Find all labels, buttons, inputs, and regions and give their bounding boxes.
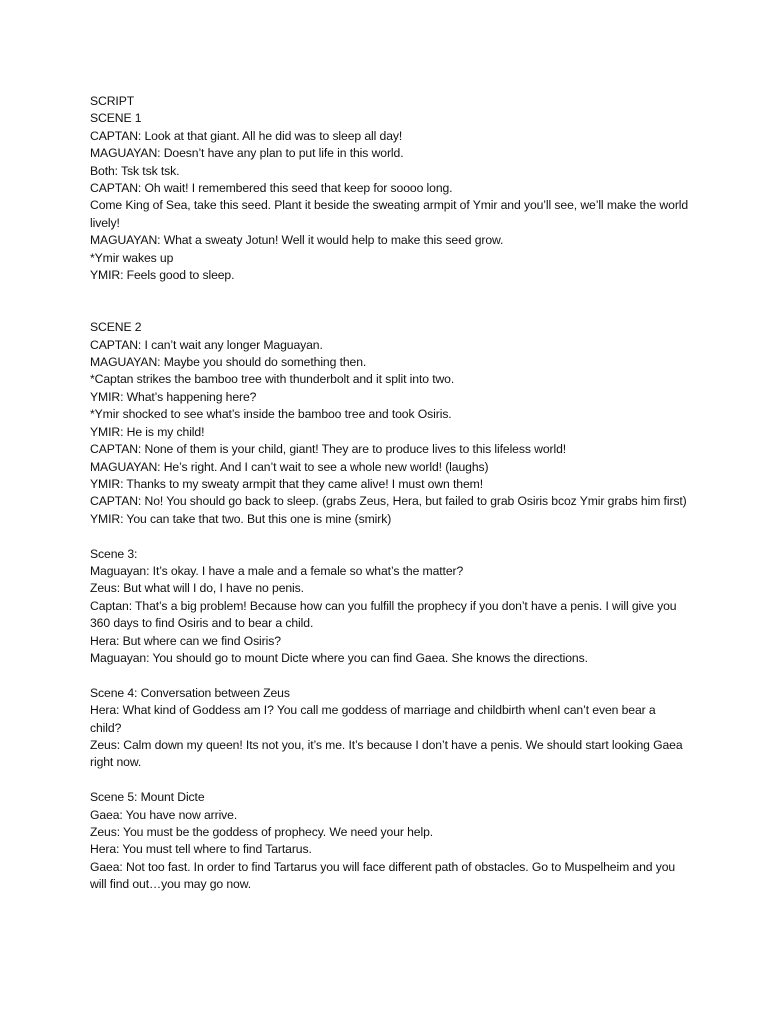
script-line: Captan: That’s a big problem! Because how can you fulfill the prophecy if you don’t have a penis. I will give you 360 days to find Osiris and to bear a child. xyxy=(90,598,677,631)
script-line: Both: Tsk tsk tsk. xyxy=(90,163,180,178)
script-line: CAPTAN: No! You should go back to sleep. (grabs Zeus, Hera, but failed to grab Osiris bcoz Ymir grabs him first) xyxy=(90,494,687,509)
script-line: Maguayan: It’s okay. I have a male and a female so what’s the matter? xyxy=(90,563,464,578)
script-line: MAGUAYAN: He’s right. And I can’t wait to see a whole new world! (laughs) xyxy=(90,459,489,474)
script-line: MAGUAYAN: Doesn’t have any plan to put life in this world. xyxy=(90,146,404,161)
script-line: Maguayan: You should go to mount Dicte where you can find Gaea. She knows the directions. xyxy=(90,650,588,665)
script-line: YMIR: Feels good to sleep. xyxy=(90,268,235,283)
script-line: Come King of Sea, take this seed. Plant it beside the sweating armpit of Ymir and you’ll see, we’ll make the world lively! xyxy=(90,198,689,230)
script-line: MAGUAYAN: Maybe you should do something then. xyxy=(90,355,367,370)
script-line: CAPTAN: Oh wait! I remembered this seed that keep for soooo long. xyxy=(90,181,453,196)
script-line: YMIR: Thanks to my sweaty armpit that they came alive! I must own them! xyxy=(90,476,483,491)
scene-heading: Scene 4: Conversation between Zeus xyxy=(90,685,290,700)
scene-3 xyxy=(90,546,690,668)
script-line: Zeus: Calm down my queen! Its not you, it’s me. It’s because I don’t have a penis. We should start looking Gaea right now. xyxy=(90,737,683,770)
script-line: MAGUAYAN: What a sweaty Jotun! Well it would help to make this seed grow. xyxy=(90,233,504,248)
script-line: Zeus: But what will I do, I have no penis. xyxy=(90,581,304,596)
script-line: YMIR: You can take that two. But this one is mine (smirk) xyxy=(90,511,392,526)
script-line: Hera: What kind of Goddess am I? You call me goddess of marriage and childbirth whenI can’t even bear a child? xyxy=(90,703,656,735)
scene-heading: Scene 5: Mount Dicte xyxy=(90,790,205,805)
scene-1 xyxy=(90,110,690,284)
blank-gap xyxy=(90,284,690,319)
script-line: CAPTAN: None of them is your child, giant! They are to produce lives to this lifeless world! xyxy=(90,442,567,457)
script-text xyxy=(90,93,690,894)
scene-5 xyxy=(90,789,690,893)
script-line: YMIR: What’s happening here? xyxy=(90,389,257,404)
script-line: CAPTAN: I can’t wait any longer Maguayan. xyxy=(90,337,323,352)
script-line: *Ymir shocked to see what’s inside the bamboo tree and took Osiris. xyxy=(90,407,452,422)
script-line: *Ymir wakes up xyxy=(90,250,174,265)
script-title: SCRIPT xyxy=(90,94,135,108)
script-line: *Captan strikes the bamboo tree with thunderbolt and it split into two. xyxy=(90,372,455,387)
script-line: YMIR: He is my child! xyxy=(90,424,205,439)
script-line: CAPTAN: Look at that giant. All he did was to sleep all day! xyxy=(90,128,403,143)
scene-4 xyxy=(90,685,690,772)
script-line: Gaea: Not too fast. In order to find Tartarus you will face different path of obstacles. Go to Muspelheim and you will find out…you may go now. xyxy=(90,859,676,892)
scene-2 xyxy=(90,319,690,528)
scene-heading: SCENE 1 xyxy=(90,111,142,126)
script-line: Hera: You must tell where to find Tartarus. xyxy=(90,842,312,857)
script-line: Zeus: You must be the goddess of prophecy. We need your help. xyxy=(90,825,434,839)
scene-heading: SCENE 2 xyxy=(90,320,142,335)
script-line: Gaea: You have now arrive. xyxy=(90,807,238,822)
scene-heading: Scene 3: xyxy=(90,546,138,561)
script-line: Hera: But where can we find Osiris? xyxy=(90,633,281,648)
